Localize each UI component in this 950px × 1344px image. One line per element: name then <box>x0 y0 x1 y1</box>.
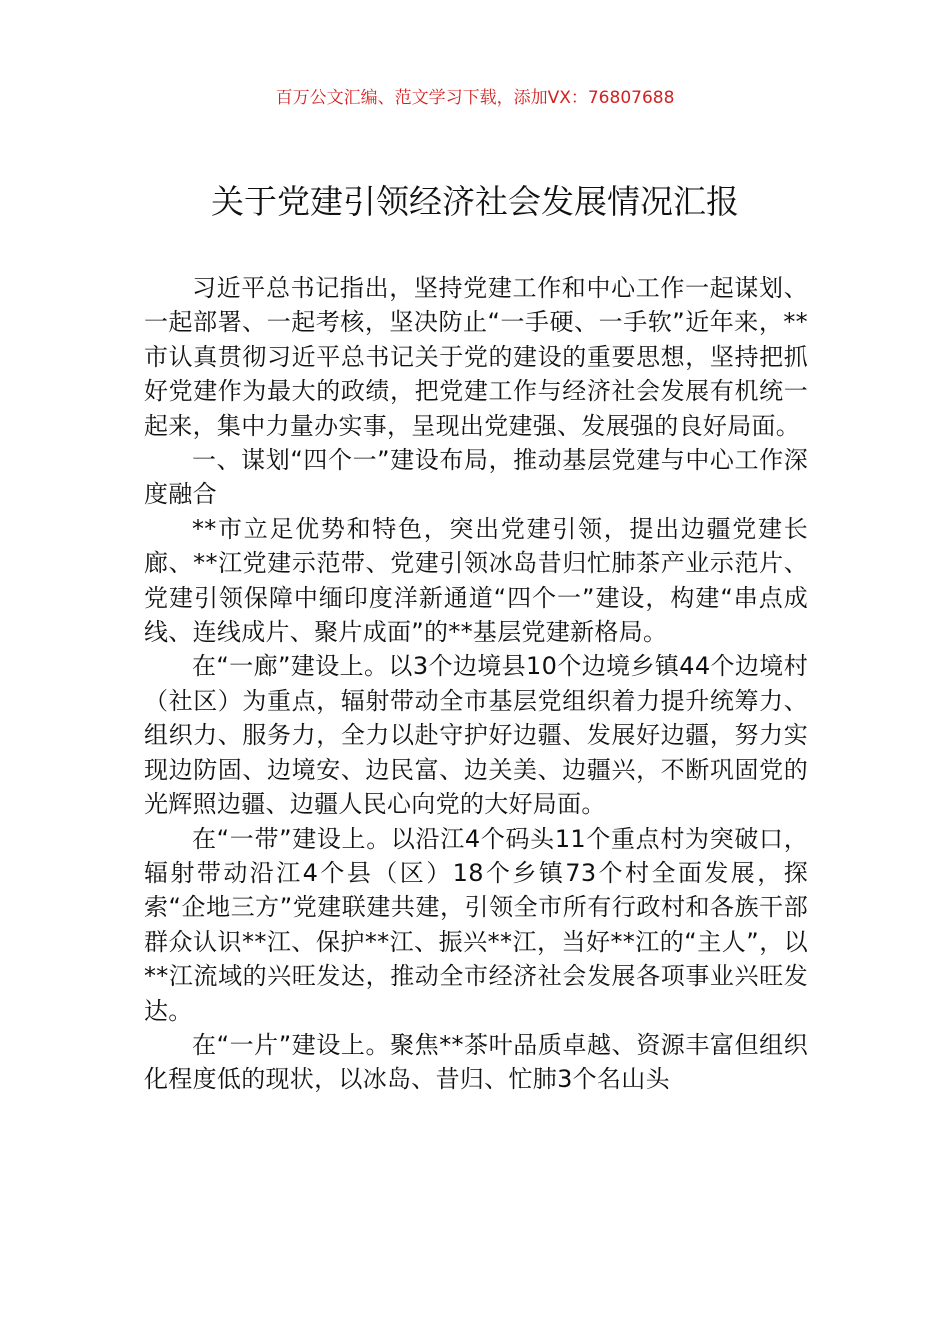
document-title: 关于党建引领经济社会发展情况汇报 <box>211 182 739 221</box>
section-heading-1: 一、谋划“四个一”建设布局，推动基层党建与中心工作深度融合 <box>144 446 808 509</box>
paragraph-zone: 在“一片”建设上。聚焦**茶叶品质卓越、资源丰富但组织化程度低的现状，以冰岛、昔归、忙肺3个名山头 <box>144 1030 808 1094</box>
header-note: 百万公文汇编、范文学习下载，添加VX：76807688 <box>275 88 675 108</box>
document-body <box>144 271 808 1097</box>
paragraph-intro: 习近平总书记指出，坚持党建工作和中心工作一起谋划、一起部署、一起考核，坚决防止“一手硬、一手软”近年来，**市认真贯彻习近平总书记关于党的建设的重要思想，坚持把抓好党建作为最大的政绩，把党建工作与经济社会发展有机统一起来，集中力量办实事，呈现出党建强、发展强的良好局面。 <box>144 274 808 440</box>
paragraph-corridor: 在“一廊”建设上。以3个边境县10个边境乡镇44个边境村（社区）为重点，辐射带动全市基层党组织着力提升统筹力、组织力、服务力，全力以赴守护好边疆、发展好边疆，努力实现边防固、边境安、边民富、边关美、边疆兴，不断巩固党的光辉照边疆、边疆人民心向党的大好局面。 <box>144 652 808 819</box>
paragraph-belt: 在“一带”建设上。以沿江4个码头11个重点村为突破口，辐射带动沿江4个县（区）18个乡镇73个村全面发展，探索“企地三方”党建联建共建，引领全市所有行政村和各族干部群众认识**江、保护**江、振兴**江，当好**江的“主人”，以**江流域的兴旺发达，推动全市经济社会发展各项事业兴旺发达。 <box>144 824 808 1025</box>
paragraph-overview: **市立足优势和特色，突出党建引领，提出边疆党建长廊、**江党建示范带、党建引领冰岛昔归忙肺茶产业示范片、党建引领保障中缅印度洋新通道“四个一”建设，构建“串点成线、连线成片、聚片成面”的**基层党建新格局。 <box>144 514 808 647</box>
